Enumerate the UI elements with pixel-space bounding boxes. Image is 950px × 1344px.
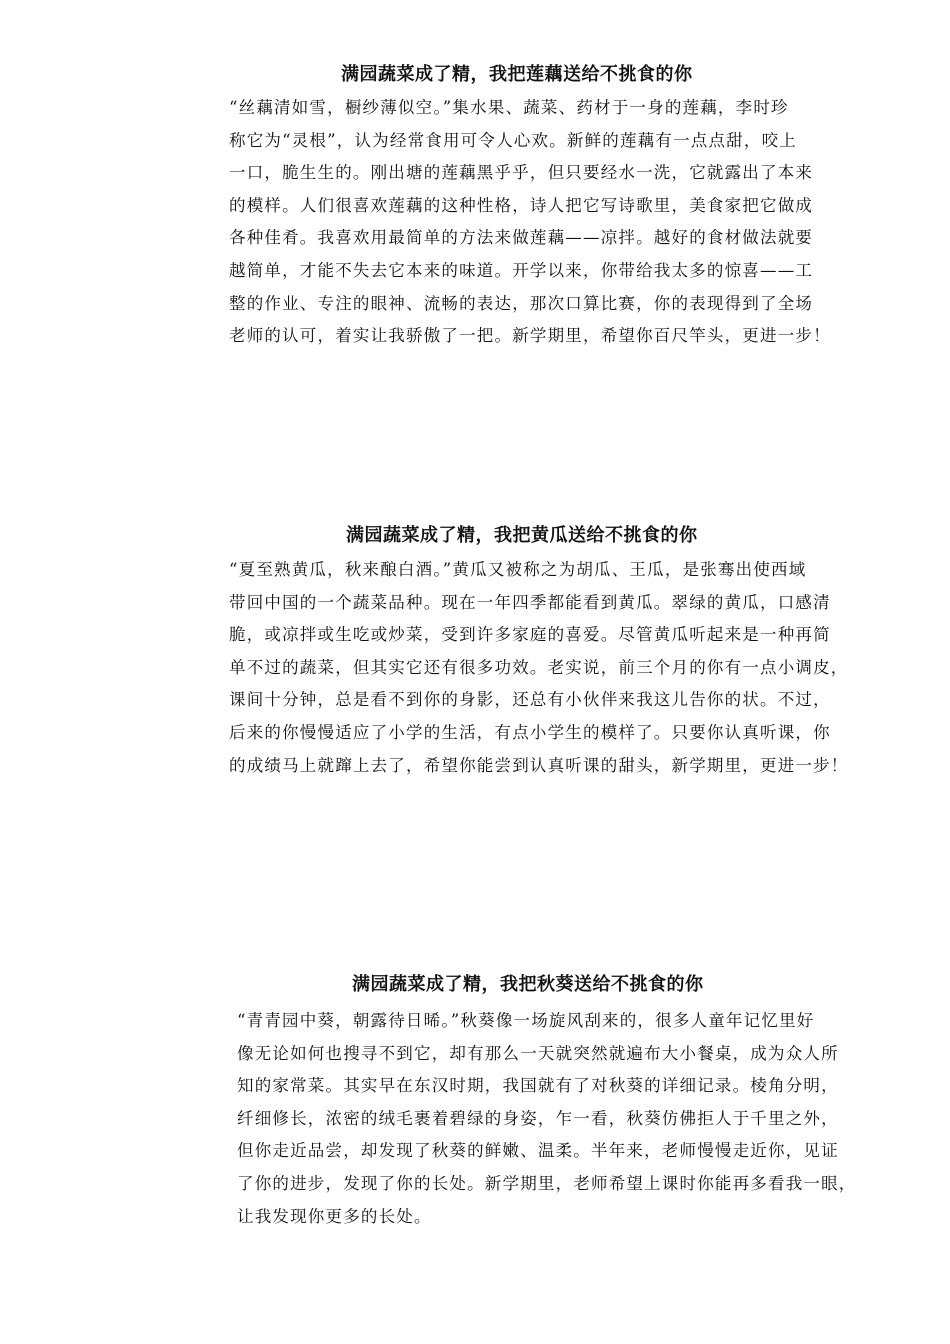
paragraph-line: 像无论如何也搜寻不到它，却有那么一天就突然就遍布大小餐桌，成为众人所 [237,1043,839,1063]
paragraph-line: 越简单，才能不失去它本来的味道。开学以来，你带给我太多的惊喜——工 [229,260,814,280]
paragraph-line: 的成绩马上就蹿上去了，希望你能尝到认真听课的甜头，新学期里，更进一步！ [229,755,849,775]
essay-section-okra [237,972,857,1233]
essay-section-lotus-root [229,62,831,353]
paragraph-line: 让我发现你更多的长处。 [237,1206,432,1226]
paragraph-line: “丝藕清如雪，橱纱薄似空。”集水果、蔬菜、药材于一身的莲藕，李时珍 [229,98,789,117]
paragraph-line: 课间十分钟，总是看不到你的身影，还总有小伙伴来我这儿告你的状。不过， [229,690,831,710]
paragraph-line: 带回中国的一个蔬菜品种。现在一年四季都能看到黄瓜。翠绿的黄瓜，口感清 [229,592,831,612]
section-title: 满园蔬菜成了精，我把莲藕送给不挑食的你 [341,64,693,85]
paragraph-line: 了你的进步，发现了你的长处。新学期里，老师希望上课时你能再多看我一眼， [237,1173,857,1193]
paragraph-line: 一口，脆生生的。刚出塘的莲藕黑乎乎，但只要经水一洗，它就露出了本来 [229,163,814,183]
paragraph-line: “青青园中葵，朝露待日晞。”秋葵像一场旋风刮来的，很多人童年记忆里好 [237,1011,815,1030]
paragraph-line: 整的作业、专注的眼神、流畅的表达，那次口算比赛，你的表现得到了全场 [229,293,814,313]
paragraph-line: 单不过的蔬菜，但其实它还有很多功效。老实说，前三个月的你有一点小调皮， [229,657,849,677]
paragraph-line: 知的家常菜。其实早在东汉时期，我国就有了对秋葵的详细记录。棱角分明， [237,1076,839,1096]
essay-section-cucumber [229,523,849,782]
section-title: 满园蔬菜成了精，我把秋葵送给不挑食的你 [352,974,704,995]
paragraph-line: 脆，或凉拌或生吃或炒菜，受到许多家庭的喜爱。尽管黄瓜听起来是一种再简 [229,625,831,645]
paragraph-line: 纤细修长，浓密的绒毛裹着碧绿的身姿，乍一看，秋葵仿佛拒人于千里之外， [237,1108,839,1128]
paragraph-line: “夏至熟黄瓜，秋来酿白酒。”黄瓜又被称之为胡瓜、王瓜，是张骞出使西域 [229,560,807,579]
paragraph-line: 称它为“灵根”，认为经常食用可令人心欢。新鲜的莲藕有一点点甜，咬上 [229,130,797,150]
section-title: 满园蔬菜成了精，我把黄瓜送给不挑食的你 [346,525,698,546]
paragraph-line: 但你走近品尝，却发现了秋葵的鲜嫩、温柔。半年来，老师慢慢走近你，见证 [237,1141,839,1161]
paragraph-line: 后来的你慢慢适应了小学的生活，有点小学生的模样了。只要你认真听课，你 [229,722,831,742]
paragraph-line: 各种佳肴。我喜欢用最简单的方法来做莲藕——凉拌。越好的食材做法就要 [229,228,814,248]
paragraph-line: 老师的认可，着实让我骄傲了一把。新学期里，希望你百尺竿头，更进一步！ [229,326,831,346]
paragraph-line: 的模样。人们很喜欢莲藕的这种性格，诗人把它写诗歌里，美食家把它做成 [229,195,814,215]
